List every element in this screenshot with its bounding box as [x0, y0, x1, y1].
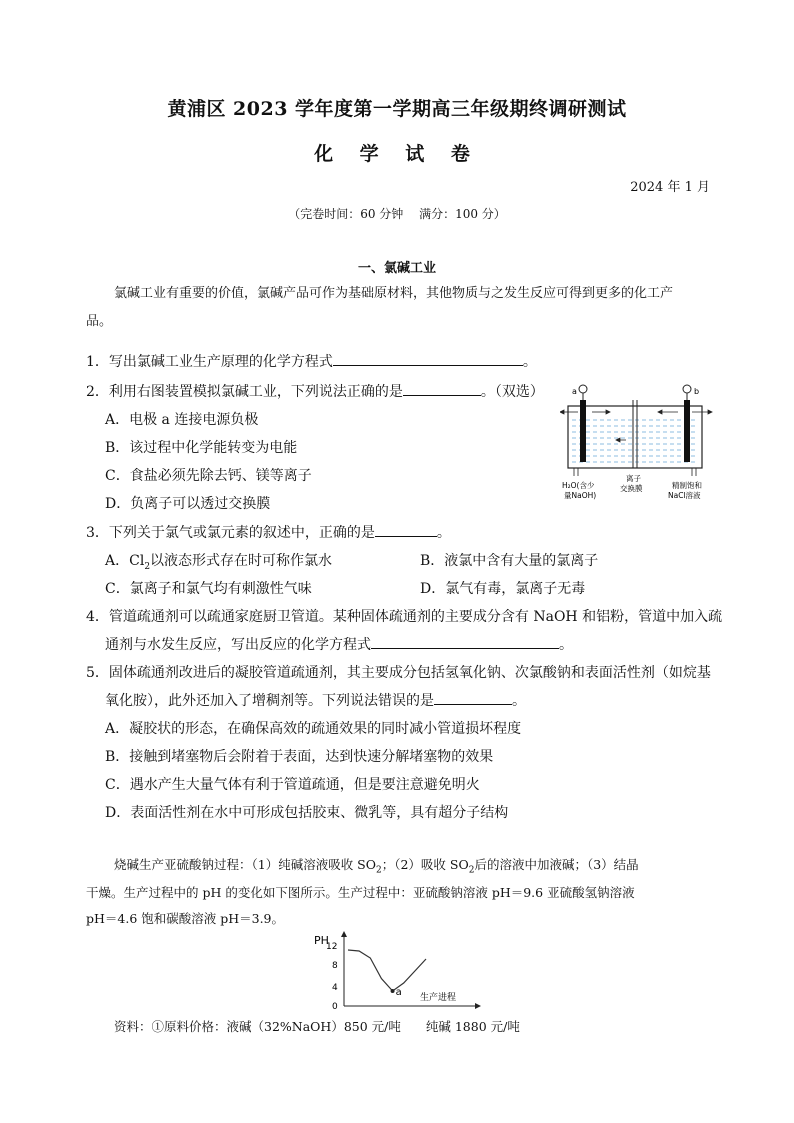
question-5-option-b: B．接触到堵塞物后会附着于表面，达到快速分解堵塞物的效果	[105, 749, 494, 765]
intro-line-1: 氯碱工业有重要的价值，氯碱产品可作为基础原材料，其他物质与之发生反应可得到更多的化工产	[114, 286, 674, 301]
exam-time-info: （完卷时间：60 分钟 满分：100 分）	[288, 207, 506, 221]
section-intro	[86, 281, 726, 307]
section2-line-1	[114, 852, 639, 884]
question-2-end: 。（双选）	[480, 384, 544, 400]
label-b: b	[694, 387, 700, 396]
label-left-2: 量NaOH)	[564, 491, 597, 500]
question-2	[86, 381, 544, 401]
chart-xlabel: 生产进程	[420, 993, 457, 1003]
question-3	[86, 522, 451, 542]
terminal-a	[579, 385, 587, 393]
question-3-option-d: D．氯气有毒，氯离子无毒	[420, 581, 586, 597]
electrode-a	[580, 400, 586, 462]
intro-line-2: 品。	[86, 314, 113, 329]
question-2-answer-blank[interactable]	[403, 381, 481, 396]
option-a-text: 以液态形式存在时可称作氯水	[150, 553, 333, 569]
question-3-end: 。	[436, 525, 451, 541]
electrolysis-diagram	[560, 382, 720, 504]
terminal-b	[683, 385, 691, 393]
question-3-answer-blank[interactable]	[375, 522, 437, 537]
x-axis-arrow	[475, 1003, 481, 1009]
question-3-option-a	[105, 550, 332, 572]
ph-curve-line	[348, 950, 426, 991]
question-3-option-c: C．氯离子和氯气均有刺激性气味	[105, 581, 312, 597]
label-right-2: NaCl溶液	[668, 491, 701, 500]
section2-line-3: pH＝4.6 饱和碳酸溶液 pH＝3.9。	[86, 911, 285, 926]
electrolysis-tank	[568, 406, 702, 468]
section2-line-1-c: 后的溶液中加液碱；（3）结晶	[474, 857, 639, 872]
y-tick-8: 8	[332, 961, 338, 971]
question-5-line-1: 5．固体疏通剂改进后的凝胶管道疏通剂，其主要成分包括氢氧化钠、次氯酸钠和表面活性剂（如烷基	[86, 665, 711, 681]
ph-chart	[308, 928, 488, 1012]
question-1-text: 1．写出氯碱工业生产原理的化学方程式	[86, 354, 333, 370]
y-tick-0: 0	[332, 1002, 338, 1012]
point-a-label: a	[395, 987, 402, 998]
question-4-answer-blank[interactable]	[371, 634, 559, 649]
question-1-answer-blank[interactable]	[333, 351, 523, 366]
label-left-1: H₂O(含少	[562, 481, 595, 490]
label-a: a	[572, 387, 577, 396]
question-5-line-2	[105, 690, 526, 710]
section2-sub-2: 2	[468, 865, 475, 876]
y-axis-arrow	[341, 931, 347, 937]
y-tick-12: 12	[326, 942, 338, 952]
question-4-line-1: 4．管道疏通剂可以疏通家庭厨卫管道。某种固体疏通剂的主要成分含有 NaOH 和铝粉，管道中加入疏	[86, 609, 723, 625]
section2-line-1-b: ；（2）吸收 SO	[381, 857, 469, 872]
question-5-text: 氧化胺），此外还加入了增稠剂等。下列说法错误的是	[105, 693, 434, 709]
question-4-line-2	[105, 634, 573, 654]
question-5-option-c: C．遇水产生大量气体有利于管道疏通，但是要注意避免明火	[105, 777, 480, 793]
question-5-option-a: A．凝胶状的形态，在确保高效的疏通效果的同时减小管道损坏程度	[105, 721, 522, 737]
question-2-option-d: D．负离子可以透过交换膜	[105, 496, 271, 512]
label-mid-2: 交换膜	[620, 484, 643, 493]
exam-title: 黄浦区 2023 学年度第一学期高三年级期终调研测试	[167, 98, 627, 120]
exam-subtitle: 化 学 试 卷	[314, 143, 480, 165]
question-4-end: 。	[559, 637, 573, 653]
electrode-b	[684, 400, 690, 462]
section-heading-chlor-alkali: 一、氯碱工业	[357, 261, 436, 276]
question-2-option-b: B．该过程中化学能转变为电能	[105, 440, 298, 456]
option-a-subscript: 2	[144, 561, 151, 572]
question-1-end: 。	[522, 354, 537, 370]
section2-line-2: 干燥。生产过程中的 pH 的变化如下图所示。生产过程中：亚硫酸钠溶液 pH＝9.6 亚硫酸氢钠溶液	[86, 885, 635, 900]
y-tick-4: 4	[332, 983, 338, 993]
option-a-prefix: A．Cl	[105, 553, 145, 569]
question-5-end: 。	[512, 693, 526, 709]
question-4-text: 通剂与水发生反应，写出反应的化学方程式	[105, 637, 371, 653]
solution-liquid	[572, 420, 698, 462]
question-3-option-b: B．液氯中含有大量的氯离子	[420, 553, 599, 569]
question-5-option-d: D．表面活性剂在水中可形成包括胶束、微乳等，具有超分子结构	[105, 805, 509, 821]
question-2-text: 2．利用右图装置模拟氯碱工业，下列说法正确的是	[86, 384, 403, 400]
question-5-answer-blank[interactable]	[434, 690, 512, 705]
exam-date: 2024 年 1 月	[630, 180, 710, 195]
chart-ylabel: PH	[314, 934, 329, 947]
question-3-text: 3．下列关于氯气或氯元素的叙述中，正确的是	[86, 525, 375, 541]
section2-sub-1: 2	[376, 865, 382, 876]
question-1	[86, 351, 537, 371]
label-mid-1: 离子	[626, 474, 641, 483]
label-right-1: 精制饱和	[672, 481, 702, 490]
question-2-option-c: C．食盐必须先除去钙、镁等离子	[105, 468, 312, 484]
section2-line-1-a: 烧碱生产亚硫酸钠过程：（1）纯碱溶液吸收 SO	[114, 857, 376, 872]
question-2-option-a: A．电极 a 连接电源负极	[105, 412, 259, 428]
point-a-marker	[391, 989, 395, 993]
resource-note: 资料：①原料价格：液碱（32%NaOH）850 元/吨 纯碱 1880 元/吨	[114, 1019, 520, 1034]
